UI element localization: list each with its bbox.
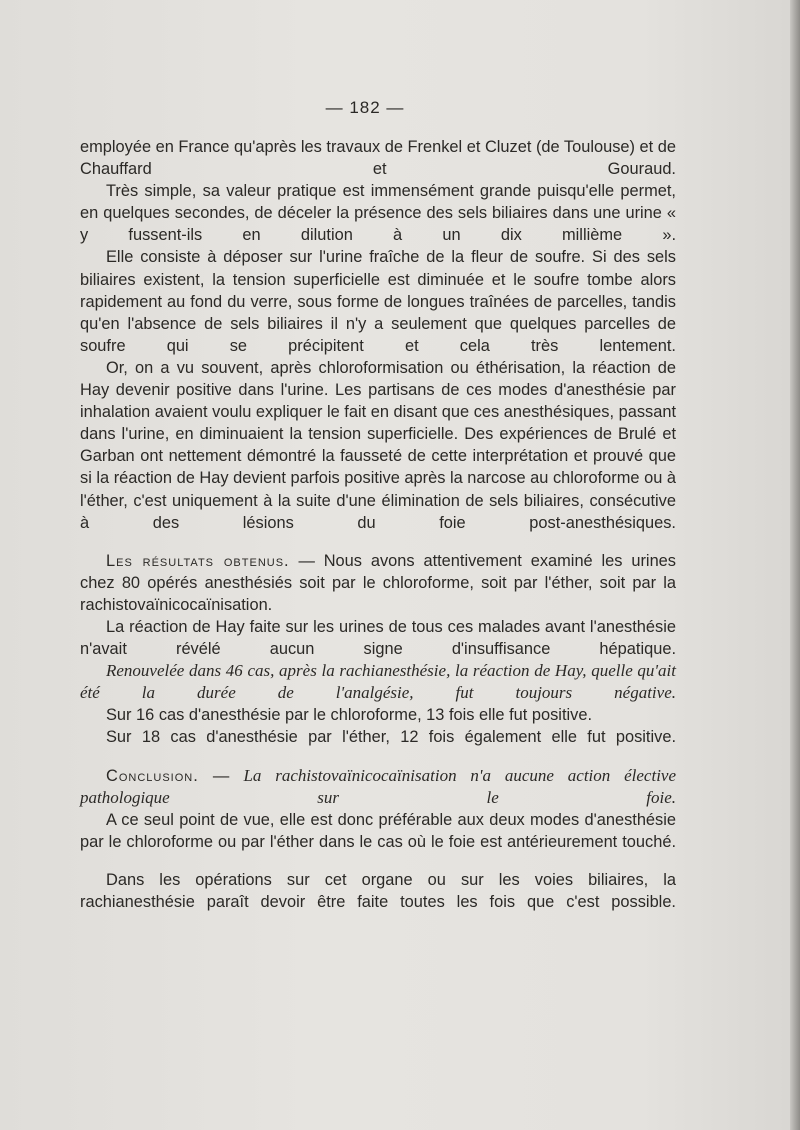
paragraph-8: Sur 16 cas d'anesthésie par le chloroforme, 13 fois elle fut positive. [106, 706, 593, 725]
paragraph-7 [80, 660, 676, 704]
conclusion-text: La rachistovaïnicocaïnisation n'a aucune action élective pathologique sur le foie. [80, 765, 677, 807]
section-heading-conclusion: Conclusion. [106, 766, 199, 785]
paragraph-11: A ce seul point de vue, elle est donc préférable aux deux modes d'anesthésie par le chloroforme ou par l'éther dans le cas où le foie est antérieurement touché. [80, 810, 676, 851]
page-edge-shadow [790, 0, 800, 1130]
paragraph-6: La réaction de Hay faite sur les urines de tous ces malades avant l'anesthésie n'avait révélé aucun signe d'insuffisance hépatique. [80, 617, 676, 659]
paragraph-1: employée en France qu'après les travaux de Frenkel et Cluzet (de Toulouse) et de Chauffard et Gouraud. [80, 138, 676, 179]
conclusion-dash: — [198, 766, 244, 785]
body-text [80, 136, 676, 913]
page-number: — 182 — [325, 98, 405, 117]
section-heading-results: Les résultats obtenus. [106, 551, 290, 570]
paragraph-conclusion [80, 765, 676, 809]
paragraph-3: Elle consiste à déposer sur l'urine fraîche de la fleur de soufre. Si des sels biliaires existent, la tension superficielle est diminuée et le soufre tombe alors rapidement au fond du verre, sous forme de longues traînées de parcelles, tandis qu'en l'absence de sels biliaires il n'y a seulement que quelques parcelles de soufre qui se précipitent et cela très lentement. [80, 248, 676, 355]
paragraph-9: Sur 18 cas d'anesthésie par l'éther, 12 fois également elle fut positive. [106, 728, 676, 747]
paragraph-results [80, 550, 676, 616]
paragraph-12: Dans les opérations sur cet organe ou sur les voies biliaires, la rachianesthésie paraît devoir être faite toutes les fois que c'est possible. [80, 870, 676, 911]
paragraph-2: Très simple, sa valeur pratique est immensément grande puisqu'elle permet, en quelques secondes, de déceler la présence des sels biliaires dans une urine « y fussent-ils en dilution à un dix millième ». [80, 182, 676, 245]
italic-finding: Renouvelée dans 46 cas, après la rachianesthésie, la réaction de Hay, quelle qu'ait été la durée de l'analgésie, fut toujours négative. [80, 661, 676, 703]
paragraph-4: Or, on a vu souvent, après chloroformisation ou éthérisation, la réaction de Hay devenir positive dans l'urine. Les partisans de ces modes d'anesthésie par inhalation avaient voulu expliquer le fait en disant que ces anesthésiques, passant dans l'urine, en diminuaient la tension superficielle. Des expériences de Brulé et Garban ont nettement démontré la fausseté de cette interprétation et prouvé que si la réaction de Hay devient parfois positive après la narcose au chloroforme ou à l'éther, c'est uniquement à la suite d'une élimination de sels biliaires, consécutive à des lésions du foie post-anesthésiques. [80, 358, 676, 532]
results-text: — Nous avons attentivement examiné les urines chez 80 opérés anesthésiés soit par le chloroforme, soit par l'éther, soit par la rachistovaïnicocaïnisation. [80, 551, 676, 614]
